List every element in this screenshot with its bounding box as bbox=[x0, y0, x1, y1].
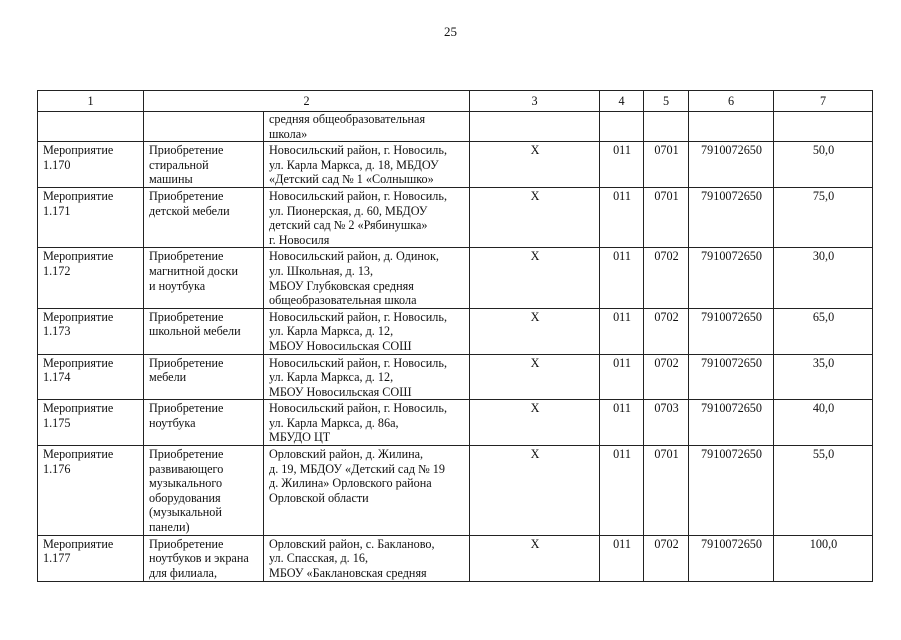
cell-col4: 011 bbox=[600, 308, 644, 354]
cell-address-line: ул. Карла Маркса, д. 18, МБДОУ bbox=[269, 157, 439, 172]
cell-address-line: Орловской области bbox=[269, 490, 369, 505]
cell-col7: 100,0 bbox=[774, 535, 873, 581]
cell-col7: 75,0 bbox=[774, 187, 873, 247]
cell-col6: 7910072650 bbox=[689, 354, 774, 400]
table-row bbox=[38, 535, 873, 581]
cell-name-line: стиральной bbox=[149, 157, 209, 172]
table-row bbox=[38, 446, 873, 536]
cell-name-line: Приобретение bbox=[149, 309, 224, 324]
cell-col3: X bbox=[470, 535, 600, 581]
cell-name bbox=[144, 535, 264, 581]
cell-address bbox=[264, 142, 470, 188]
cell-name-line: ноутбука bbox=[149, 415, 196, 430]
cell-address-line: общеобразовательная школа bbox=[269, 293, 417, 308]
cell-col6: 7910072650 bbox=[689, 248, 774, 308]
header-col-1: 1 bbox=[38, 91, 144, 112]
cell-event-line: Мероприятие bbox=[43, 143, 114, 158]
cell-name-line: школьной мебели bbox=[149, 324, 241, 339]
cell-address-line: МБОУ «Баклановская средняя bbox=[269, 565, 427, 580]
cell-event-line: 1.177 bbox=[43, 551, 71, 566]
cell-name-line: мебели bbox=[149, 370, 187, 385]
header-col-3: 3 bbox=[470, 91, 600, 112]
cell-name-line: магнитной доски bbox=[149, 263, 239, 278]
cell-col3: X bbox=[470, 187, 600, 247]
cell-address bbox=[264, 248, 470, 308]
cell-event bbox=[38, 400, 144, 446]
cell-col4: 011 bbox=[600, 446, 644, 536]
cell-address-line: Орловский район, д. Жилина, bbox=[269, 447, 424, 462]
cell-name-line: Приобретение bbox=[149, 536, 224, 551]
cell-event-line: 1.176 bbox=[43, 461, 71, 476]
cell-name-line: Приобретение bbox=[149, 401, 224, 416]
cell-col7: 30,0 bbox=[774, 248, 873, 308]
cell-event bbox=[38, 446, 144, 536]
header-col-7: 7 bbox=[774, 91, 873, 112]
cell-address-line: ул. Школьная, д. 13, bbox=[269, 263, 374, 278]
cell-name-line: музыкального bbox=[149, 476, 223, 491]
cell-col5: 0701 bbox=[644, 187, 689, 247]
cell-event-line: Мероприятие bbox=[43, 355, 114, 370]
cell-event bbox=[38, 142, 144, 188]
cell-name-line: ноутбуков и экрана bbox=[149, 551, 249, 566]
cell-col7: 55,0 bbox=[774, 446, 873, 536]
cell-col7: 65,0 bbox=[774, 308, 873, 354]
cell-col5: 0701 bbox=[644, 142, 689, 188]
cell-col3: X bbox=[470, 354, 600, 400]
cell-address-line: МБУДО ЦТ bbox=[269, 430, 331, 445]
page-number: 25 bbox=[444, 24, 457, 39]
cell-address-line: Новосильский район, г. Новосиль, bbox=[269, 188, 447, 203]
cell-address bbox=[264, 112, 470, 142]
cell-address-line: Новосильский район, г. Новосиль, bbox=[269, 143, 447, 158]
table-row bbox=[38, 308, 873, 354]
cell-event-line: Мероприятие bbox=[43, 188, 114, 203]
cell-address bbox=[264, 446, 470, 536]
cell-event-line: Мероприятие bbox=[43, 401, 114, 416]
header-col-6: 6 bbox=[689, 91, 774, 112]
cell-address bbox=[264, 354, 470, 400]
cell-address-line: г. Новосиля bbox=[269, 232, 330, 247]
cell-address-line: Новосильский район, д. Одинок, bbox=[269, 249, 439, 264]
cell-col6 bbox=[689, 112, 774, 142]
cell-event-line: Мероприятие bbox=[43, 309, 114, 324]
table-header-row bbox=[38, 91, 873, 112]
address-line: средняя общеобразовательная bbox=[269, 112, 426, 126]
cell-col3: X bbox=[470, 248, 600, 308]
cell-event-line: 1.170 bbox=[43, 157, 71, 172]
budget-table bbox=[37, 90, 873, 582]
cell-col4: 011 bbox=[600, 248, 644, 308]
header-col-4: 4 bbox=[600, 91, 644, 112]
cell-col6: 7910072650 bbox=[689, 400, 774, 446]
cell-col4 bbox=[600, 112, 644, 142]
cell-event-line: 1.172 bbox=[43, 263, 71, 278]
table-row bbox=[38, 354, 873, 400]
cell-event bbox=[38, 187, 144, 247]
cell-col6: 7910072650 bbox=[689, 308, 774, 354]
cell-name-line: Приобретение bbox=[149, 355, 224, 370]
cell-event bbox=[38, 354, 144, 400]
cell-col4: 011 bbox=[600, 535, 644, 581]
cell-address bbox=[264, 308, 470, 354]
cell-name bbox=[144, 400, 264, 446]
cell-address-line: Орловский район, с. Бакланово, bbox=[269, 536, 435, 551]
cell-col3: X bbox=[470, 400, 600, 446]
cell-address-line: МБОУ Глубковская средняя bbox=[269, 278, 414, 293]
cell-col3: X bbox=[470, 308, 600, 354]
cell-address-line: д. 19, МБДОУ «Детский сад № 19 bbox=[269, 461, 445, 476]
cell-col4: 011 bbox=[600, 187, 644, 247]
cell-col3: X bbox=[470, 142, 600, 188]
cell-col6: 7910072650 bbox=[689, 187, 774, 247]
cell-address-line: МБОУ Новосильская СОШ bbox=[269, 384, 412, 399]
address-line: школа» bbox=[269, 126, 308, 141]
cell-col4: 011 bbox=[600, 400, 644, 446]
cell-address-line: ул. Спасская, д. 16, bbox=[269, 551, 368, 566]
cell-event bbox=[38, 248, 144, 308]
cell-col6: 7910072650 bbox=[689, 446, 774, 536]
cell-name-line: Приобретение bbox=[149, 447, 224, 462]
cell-col5 bbox=[644, 112, 689, 142]
cell-address bbox=[264, 400, 470, 446]
cell-name-line: панели) bbox=[149, 520, 190, 535]
cell-name bbox=[144, 308, 264, 354]
cell-col5: 0702 bbox=[644, 535, 689, 581]
cell-name bbox=[144, 142, 264, 188]
cell-name bbox=[144, 187, 264, 247]
continuation-row bbox=[38, 112, 873, 142]
cell-col5: 0703 bbox=[644, 400, 689, 446]
cell-name-line: (музыкальной bbox=[149, 505, 222, 520]
cell-name bbox=[144, 112, 264, 142]
table-row bbox=[38, 142, 873, 188]
table-row bbox=[38, 400, 873, 446]
cell-address-line: ул. Карла Маркса, д. 12, bbox=[269, 370, 394, 385]
cell-col3: X bbox=[470, 446, 600, 536]
cell-name bbox=[144, 446, 264, 536]
cell-event bbox=[38, 112, 144, 142]
cell-address-line: ул. Пионерская, д. 60, МБДОУ bbox=[269, 203, 428, 218]
cell-address-line: детский сад № 2 «Рябинушка» bbox=[269, 218, 428, 233]
cell-address-line: Новосильский район, г. Новосиль, bbox=[269, 355, 447, 370]
cell-event-line: 1.173 bbox=[43, 324, 71, 339]
cell-name-line: для филиала, bbox=[149, 565, 218, 580]
cell-col5: 0702 bbox=[644, 308, 689, 354]
cell-event-line: Мероприятие bbox=[43, 536, 114, 551]
cell-address-line: ул. Карла Маркса, д. 86а, bbox=[269, 415, 399, 430]
cell-name-line: детской мебели bbox=[149, 203, 230, 218]
cell-col7: 50,0 bbox=[774, 142, 873, 188]
cell-name-line: оборудования bbox=[149, 490, 221, 505]
cell-address-line: Новосильский район, г. Новосиль, bbox=[269, 309, 447, 324]
cell-name-line: Приобретение bbox=[149, 188, 224, 203]
cell-event-line: Мероприятие bbox=[43, 249, 114, 264]
cell-col7: 40,0 bbox=[774, 400, 873, 446]
cell-name-line: и ноутбука bbox=[149, 278, 206, 293]
cell-col7 bbox=[774, 112, 873, 142]
cell-name bbox=[144, 354, 264, 400]
cell-col4: 011 bbox=[600, 142, 644, 188]
cell-col5: 0702 bbox=[644, 248, 689, 308]
cell-address-line: «Детский сад № 1 «Солнышко» bbox=[269, 172, 434, 187]
cell-event-line: 1.175 bbox=[43, 415, 71, 430]
cell-address-line: МБОУ Новосильская СОШ bbox=[269, 338, 412, 353]
cell-address bbox=[264, 535, 470, 581]
cell-event bbox=[38, 535, 144, 581]
header-col-2: 2 bbox=[144, 91, 470, 112]
cell-address-line: Новосильский район, г. Новосиль, bbox=[269, 401, 447, 416]
cell-event bbox=[38, 308, 144, 354]
cell-address-line: д. Жилина» Орловского района bbox=[269, 476, 432, 491]
table-row bbox=[38, 248, 873, 308]
cell-col7: 35,0 bbox=[774, 354, 873, 400]
cell-event-line: Мероприятие bbox=[43, 447, 114, 462]
cell-address-line: ул. Карла Маркса, д. 12, bbox=[269, 324, 394, 339]
cell-col4: 011 bbox=[600, 354, 644, 400]
cell-col6: 7910072650 bbox=[689, 142, 774, 188]
cell-col5: 0702 bbox=[644, 354, 689, 400]
cell-col6: 7910072650 bbox=[689, 535, 774, 581]
cell-name bbox=[144, 248, 264, 308]
cell-name-line: машины bbox=[149, 172, 193, 187]
table-row bbox=[38, 187, 873, 247]
cell-name-line: Приобретение bbox=[149, 249, 224, 264]
cell-col3 bbox=[470, 112, 600, 142]
cell-event-line: 1.171 bbox=[43, 203, 71, 218]
header-col-5: 5 bbox=[644, 91, 689, 112]
cell-col5: 0701 bbox=[644, 446, 689, 536]
cell-name-line: развивающего bbox=[149, 461, 224, 476]
cell-name-line: Приобретение bbox=[149, 143, 224, 158]
cell-event-line: 1.174 bbox=[43, 370, 71, 385]
cell-address bbox=[264, 187, 470, 247]
